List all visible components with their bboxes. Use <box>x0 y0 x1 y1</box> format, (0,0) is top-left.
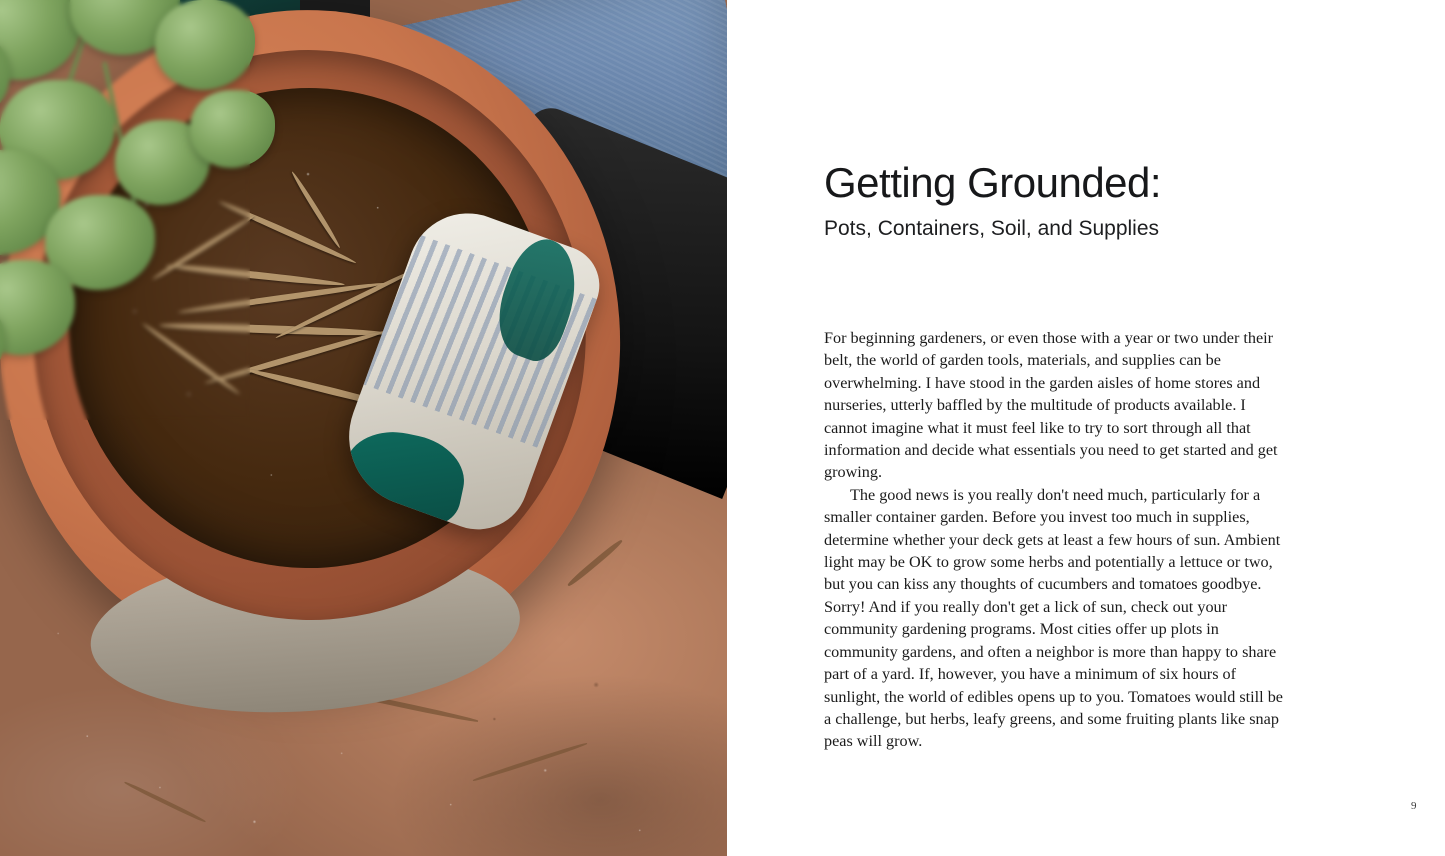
page-subtitle: Pots, Containers, Soil, and Supplies <box>824 217 1160 241</box>
paragraph: The good news is you really don't need much, particularly for a smaller container garden. Before you invest too much in supplies, determine whether your deck gets at least a few hours of sun. Ambient light may be OK to grow some herbs and potentially a lettuce or two, but you can kiss any thoughts of cucumbers and tomatoes goodbye. Sorry! And if you really don't get a lick of sun, check out your community gardening programs. Most cities offer up plots in community gardens, and often a neighbor is more than happy to share part of a yard. If, however, you have a minimum of six hours of sunlight, the world of edibles opens up to you. Tomatoes would still be a challenge, but herbs, leafy greens, and some fruiting plants like snap peas will grow. <box>824 485 1283 751</box>
glove-green-panel <box>485 231 592 368</box>
foreground-blur <box>0 0 250 420</box>
paragraph: For beginning gardeners, or even those with a year or two under their belt, the world of garden tools, materials, and supplies can be overwhelming. I have stood in the garden aisles of home stores and nurseries, utterly baffled by the multitude of products available. I cannot imagine what it must feel like to try to sort through all that information and decide what essentials you need to get started and get growing. <box>824 329 1278 482</box>
page-title: Getting Grounded: <box>824 159 1162 206</box>
text-page <box>727 0 1445 856</box>
page-number: 9 <box>1411 800 1417 812</box>
body-text <box>824 327 1284 753</box>
chapter-heading <box>824 160 1384 241</box>
